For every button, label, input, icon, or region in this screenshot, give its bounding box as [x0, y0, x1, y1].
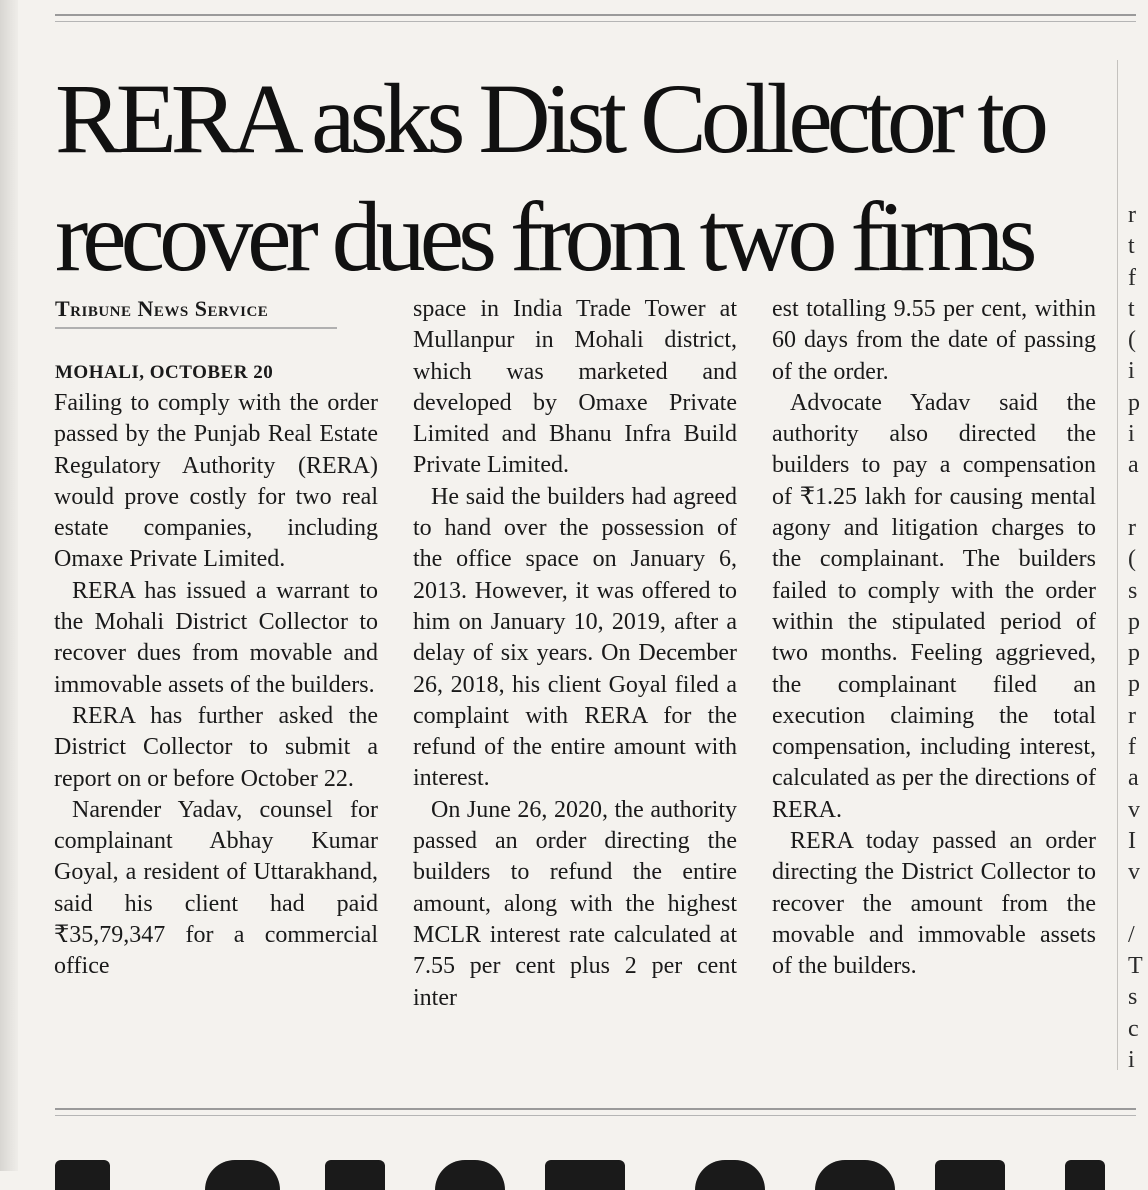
fragment-letter: i: [1128, 421, 1135, 448]
article-column-1: [54, 388, 378, 983]
paragraph: RERA has issued a warrant to the Mohali District Collector to recover dues from movable and immovable assets of the builders.: [54, 577, 378, 698]
fragment-letter: (: [1128, 327, 1136, 354]
fragment-letter: r: [1128, 202, 1136, 228]
paragraph: He said the builders had agreed to hand over the possession of the office space on January 6, 2013. However, it was offered to him on January 10, 2019, after a delay of six years. On December 26, 2018, his client Goyal filed a complaint with RERA for the refund of the entire amount with interest.: [413, 483, 737, 792]
dateline: MOHALI, OCTOBER 20: [55, 362, 274, 383]
fragment-letter: [1128, 889, 1148, 920]
fragment-letter: v: [1128, 859, 1140, 886]
paragraph: On June 26, 2020, the authority passed an order directing the builders to refund the entire amount, along with the highest MCLR interest rate calculated at 7.55 per cent plus 2 per cent inter: [413, 796, 737, 1011]
fragment-letter: [1128, 482, 1148, 513]
column-divider: [1117, 60, 1118, 1070]
adjacent-article-fragment: [1128, 200, 1148, 1076]
fragment-letter: r: [1128, 702, 1136, 729]
article-column-2: [413, 294, 737, 1014]
page-fold-shadow: [0, 0, 18, 1171]
fragment-letter: p: [1128, 671, 1140, 698]
fragment-letter: c: [1128, 1015, 1139, 1042]
fragment-letter: i: [1128, 1047, 1135, 1074]
fragment-letter: f: [1128, 264, 1136, 291]
paragraph: Narender Yadav, counsel for complainant Abhay Kumar Goyal, a resident of Uttarakhand, said his client had paid ₹35,79,347 for a commercial office: [54, 796, 378, 980]
headline: RERA asks Dist Collector to recover dues from two firms: [55, 63, 1043, 292]
fragment-letter: r: [1128, 514, 1136, 541]
fragment-letter: a: [1128, 765, 1139, 792]
fragment-letter: p: [1128, 389, 1140, 416]
fragment-letter: i: [1128, 358, 1135, 385]
fragment-letter: v: [1128, 796, 1140, 823]
fragment-letter: p: [1128, 640, 1140, 667]
byline: Tribune News Service: [55, 296, 269, 321]
fragment-letter: I: [1128, 827, 1136, 854]
fragment-letter: s: [1128, 577, 1138, 604]
fragment-letter: a: [1128, 452, 1139, 479]
fragment-letter: T: [1128, 953, 1143, 980]
fragment-letter: (: [1128, 546, 1136, 573]
fragment-letter: f: [1128, 734, 1136, 761]
article-column-3: [772, 294, 1096, 983]
next-headline-fragment: [55, 1150, 1135, 1171]
paragraph: est totalling 9.55 per cent, within 60 days from the date of passing of the order.: [772, 296, 1096, 385]
top-rule: [55, 14, 1136, 22]
fragment-letter: s: [1128, 984, 1138, 1011]
byline-rule: [55, 327, 337, 329]
paragraph: space in India Trade Tower at Mullanpur in Mohali district, which was marketed and developed by Omaxe Private Limited and Bhanu Infra Build Private Limited.: [413, 296, 737, 479]
paragraph: RERA today passed an order directing the District Collector to recover the amount from the movable and immovable assets of the builders.: [772, 828, 1096, 980]
fragment-letter: t: [1128, 295, 1135, 322]
fragment-letter: /: [1128, 921, 1135, 948]
fragment-letter: t: [1128, 233, 1135, 260]
paragraph: Failing to comply with the order passed by the Punjab Real Estate Regulatory Authority (RERA) would prove costly for two real estate companies, including Omaxe Private Limited.: [54, 390, 378, 573]
bottom-rule: [55, 1108, 1136, 1116]
paragraph: Advocate Yadav said the authority also directed the builders to pay a compensation of ₹1.25 lakh for causing mental agony and litigation charges to the complainant. The builders failed to comply with the order within the stipulated period of two months. Feeling aggrieved, the complainant filed an execution claiming the total compensation, including interest, calculated as per the directions of RERA.: [772, 389, 1096, 823]
fragment-letter: p: [1128, 608, 1140, 635]
paragraph: RERA has further asked the District Collector to submit a report on or before October 22.: [54, 702, 378, 792]
